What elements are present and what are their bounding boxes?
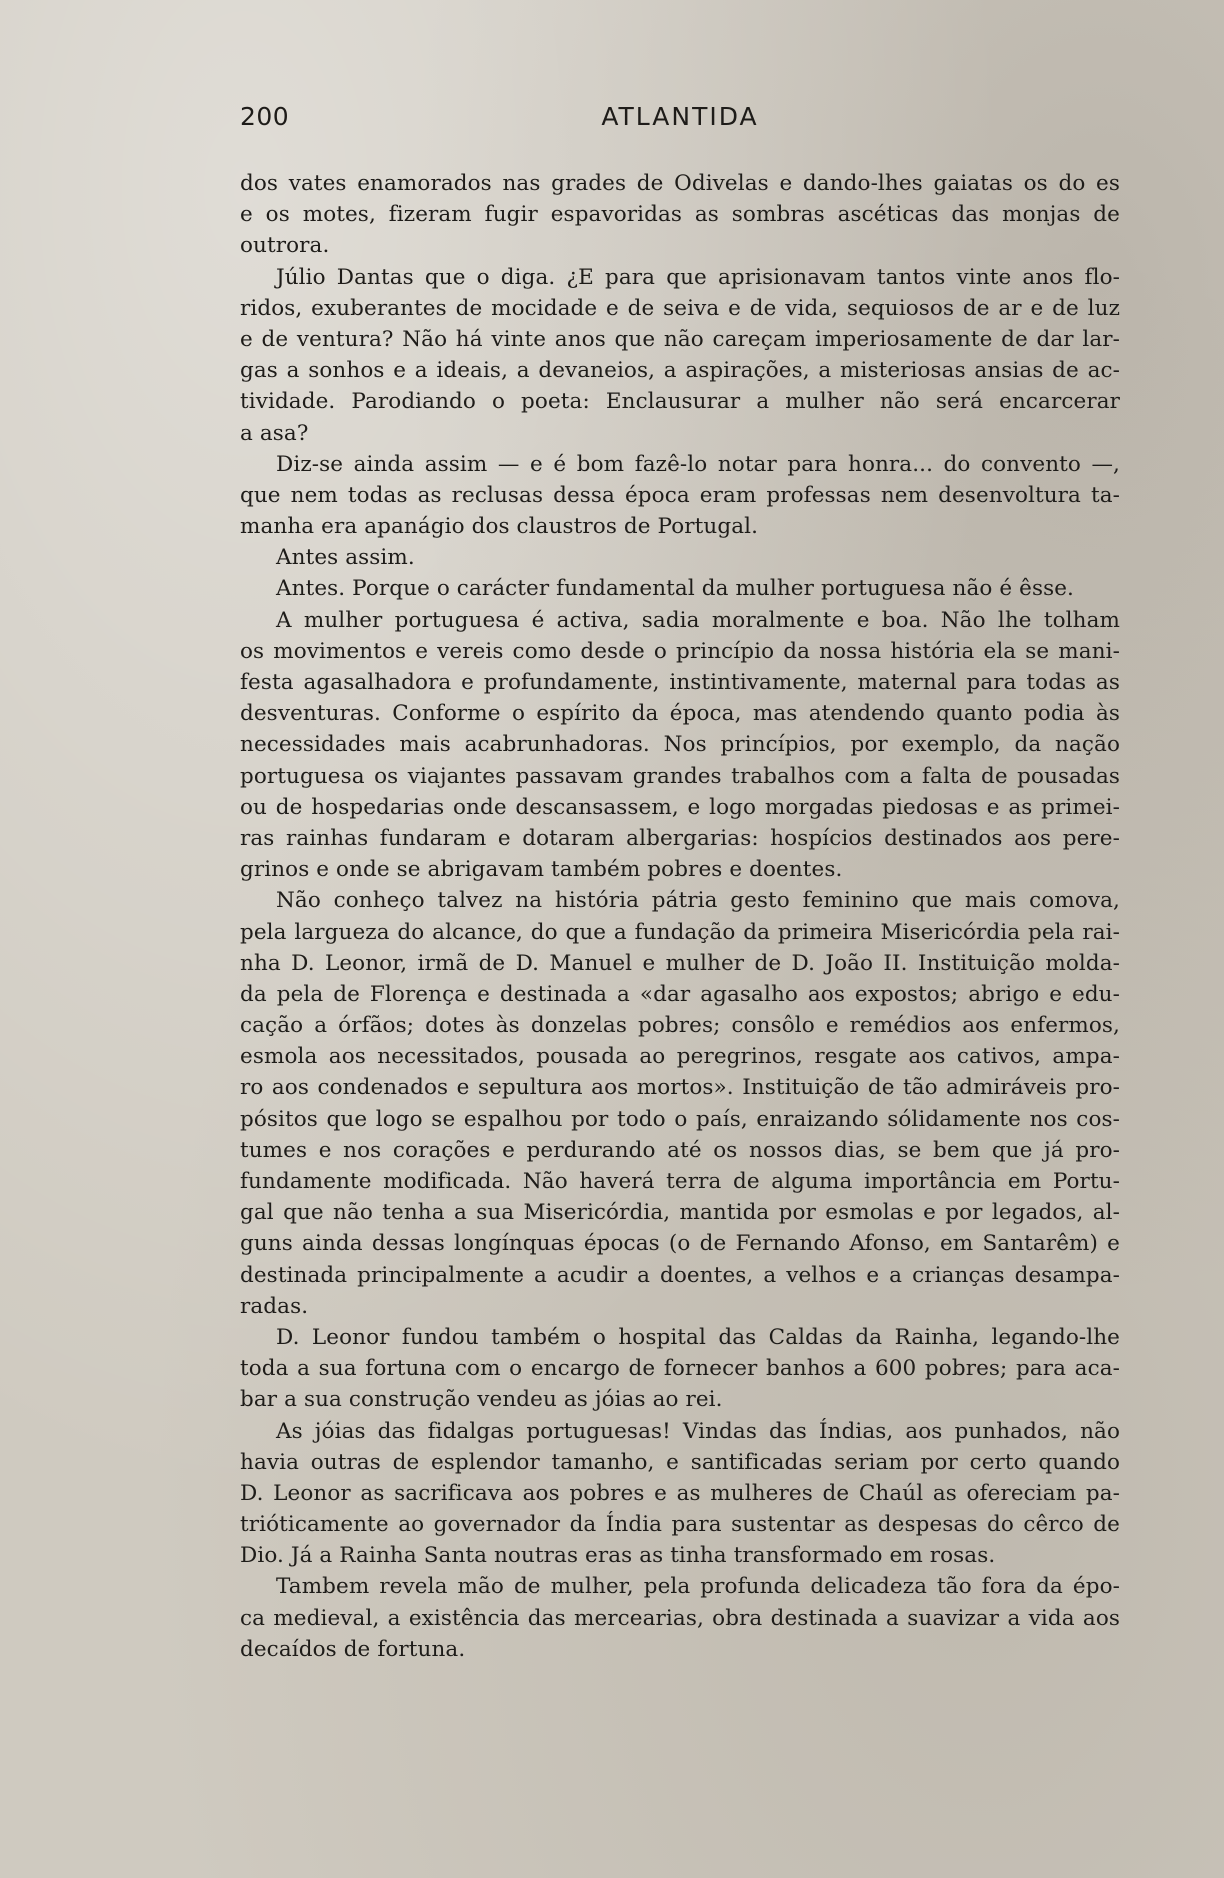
text-line: desventuras. Conforme o espírito da época, mas atendendo quanto podia às [240, 701, 1120, 727]
text-line: trióticamente ao governador da Índia para sustentar as despesas do cêrco de [240, 1512, 1120, 1538]
text-line: os movimentos e vereis como desde o princípio da nossa história ela se mani- [240, 638, 1120, 664]
text-line: Antes assim. [276, 545, 415, 571]
text-line: D. Leonor as sacrificava aos pobres e as mulheres de Chaúl as ofereciam pa- [240, 1480, 1120, 1506]
text-line: manha era apanágio dos claustros de Portugal. [240, 514, 759, 540]
text-line: ou de hospedarias onde descansassem, e logo morgadas piedosas e as primei- [240, 794, 1120, 820]
text-line: destinada principalmente a acudir a doentes, a velhos e a crianças desampa- [240, 1262, 1120, 1288]
text-line: ras rainhas fundaram e dotaram albergarias: hospícios destinados aos pere- [240, 825, 1120, 851]
text-line: e os motes, fizeram fugir espavoridas as sombras ascéticas das monjas de [240, 202, 1120, 228]
text-line: esmola aos necessitados, pousada ao peregrinos, resgate aos cativos, ampa- [240, 1044, 1120, 1070]
text-line: portuguesa os viajantes passavam grandes trabalhos com a falta de pousadas [240, 763, 1120, 789]
text-line: cação a órfãos; dotes às donzelas pobres; consôlo e remédios aos enfermos, [240, 1013, 1120, 1039]
text-line: decaídos de fortuna. [240, 1636, 466, 1662]
text-line: ridos, exuberantes de mocidade e de seiva e de vida, sequiosos de ar e de luz [240, 295, 1120, 321]
journal-title: ATLANTIDA [601, 102, 759, 131]
text-line: que nem todas as reclusas dessa época eram professas nem desenvoltura ta- [240, 482, 1120, 508]
text-line: D. Leonor fundou também o hospital das Caldas da Rainha, legando-lhe [276, 1324, 1120, 1350]
text-line: da pela de Florença e destinada a «dar agasalho aos expostos; abrigo e edu- [240, 981, 1120, 1007]
text-line: guns ainda dessas longínquas épocas (o de Fernando Afonso, em Santarêm) e [240, 1231, 1120, 1257]
text-line: A mulher portuguesa é activa, sadia moralmente e boa. Não lhe tolham [276, 607, 1120, 633]
text-line: nha D. Leonor, irmã de D. Manuel e mulher de D. João II. Instituição molda- [240, 950, 1120, 976]
page-number: 200 [240, 102, 290, 131]
text-line: ca medieval, a existência das mercearias, obra destinada a suavizar a vida aos [240, 1605, 1120, 1631]
text-line: tividade. Parodiando o poeta: Enclausurar a mulher não será encarcerar [240, 389, 1120, 415]
text-line: outrora. [240, 233, 330, 259]
text-line: fundamente modificada. Não haverá terra de alguma importância em Portu- [240, 1169, 1120, 1194]
text-line: gas a sonhos e a ideais, a devaneios, a aspirações, a misteriosas ansias de ac- [240, 358, 1120, 384]
body-text [240, 168, 1120, 1665]
text-line: necessidades mais acabrunhadoras. Nos princípios, por exemplo, da nação [240, 732, 1120, 758]
text-line: bar a sua construção vendeu as jóias ao rei. [240, 1387, 723, 1413]
text-line: pósitos que logo se espalhou por todo o país, enraizando sólidamente nos cos- [240, 1106, 1120, 1132]
text-line: As jóias das fidalgas portuguesas! Vindas das Índias, aos punhados, não [276, 1418, 1120, 1444]
text-line: ro aos condenados e sepultura aos mortos». Instituição de tão admiráveis pro- [240, 1075, 1120, 1101]
text-line: pela largueza do alcance, do que a fundação da primeira Misericórdia pela rai- [240, 919, 1120, 945]
text-line: dos vates enamorados nas grades de Odivelas e dando-lhes gaiatas os do es [240, 171, 1120, 196]
text-line: toda a sua fortuna com o encargo de fornecer banhos a 600 pobres; para aca- [240, 1356, 1120, 1382]
text-line: festa agasalhadora e profundamente, instintivamente, maternal para todas as [240, 670, 1120, 695]
text-line: gal que não tenha a sua Misericórdia, mantida por esmolas e por legados, al- [240, 1200, 1120, 1226]
text-line: Júlio Dantas que o diga. ¿E para que aprisionavam tantos vinte anos flo- [276, 264, 1120, 290]
text-line: tumes e nos corações e perdurando até os nossos dias, se bem que já pro- [240, 1137, 1120, 1163]
text-line: radas. [240, 1293, 309, 1319]
text-line: Antes. Porque o carácter fundamental da mulher portuguesa não é êsse. [276, 576, 1074, 602]
text-line: grinos e onde se abrigavam também pobres e doentes. [240, 857, 843, 883]
text-line: Dio. Já a Rainha Santa noutras eras as tinha transformado em rosas. [240, 1543, 996, 1569]
text-line: Tambem revela mão de mulher, pela profunda delicadeza tão fora da épo- [276, 1574, 1120, 1600]
text-line: Não conheço talvez na história pátria gesto feminino que mais comova, [276, 888, 1120, 914]
text-line: e de ventura? Não há vinte anos que não careçam imperiosamente de dar lar- [240, 326, 1120, 352]
text-line: Diz-se ainda assim — e é bom fazê-lo notar para honra... do convento —, [276, 451, 1120, 477]
running-head [240, 102, 1120, 136]
text-line: havia outras de esplendor tamanho, e santificadas seriam por certo quando [240, 1449, 1120, 1475]
text-line: a asa? [240, 420, 309, 446]
